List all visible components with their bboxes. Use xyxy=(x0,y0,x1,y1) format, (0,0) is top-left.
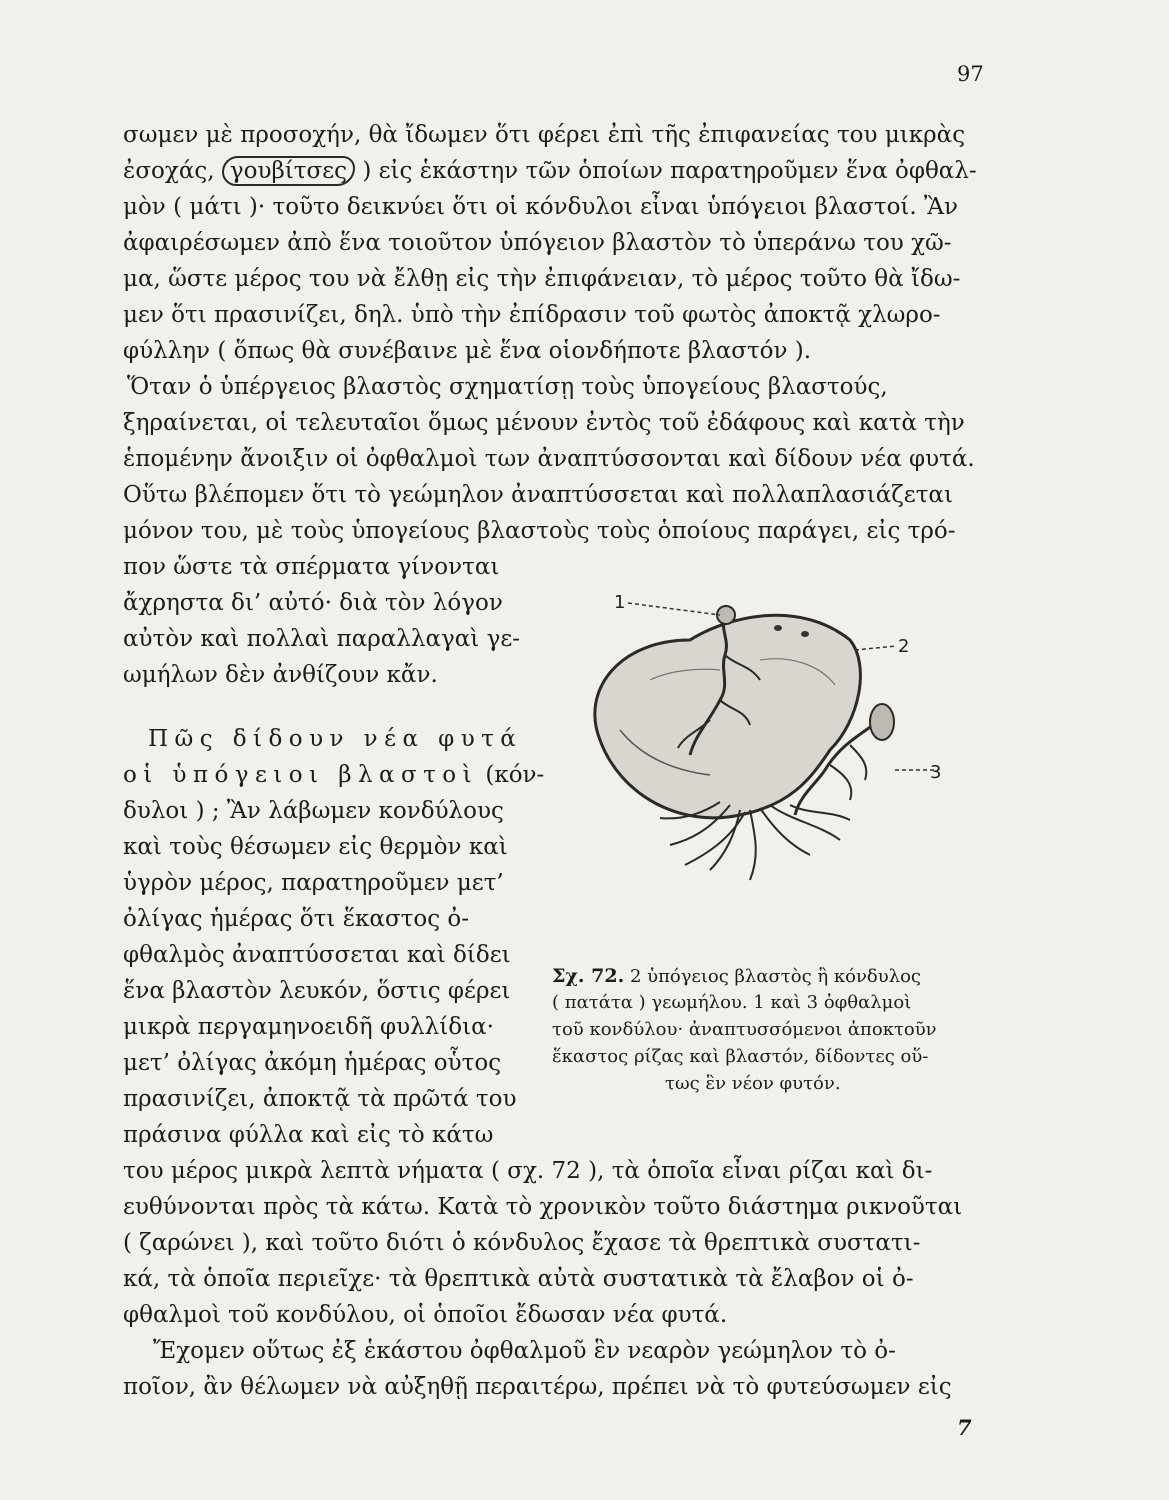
text-line: μὸν ( μάτι )· τοῦτο δεικνύει ὅτι οἱ κόνδυλοι εἶναι ὑπόγειοι βλαστοί. Ἂν xyxy=(123,194,959,220)
text-line: ὀλίγας ἡμέρας ὅτι ἕκαστος ὀ- xyxy=(123,906,470,932)
potato-tuber-illustration xyxy=(560,570,950,900)
figure-label-3: 3 xyxy=(930,762,942,783)
text-line: Οὕτω βλέπομεν ὅτι τὸ γεώμηλον ἀναπτύσσεται καὶ πολλαπλασιάζεται xyxy=(123,482,953,508)
text-line: του μέρος μικρὰ λεπτὰ νήματα ( σχ. 72 ), τὰ ὁποῖα εἶναι ρίζαι καὶ δι- xyxy=(123,1158,933,1184)
page-number: 97 xyxy=(957,62,984,86)
figure-caption-line: τως ἓν νέον φυτόν. xyxy=(665,1073,841,1094)
text-fragment: ἐσοχάς, xyxy=(123,158,215,184)
text-line: φθαλμὸς ἀναπτύσσεται καὶ δίδει xyxy=(123,942,511,968)
circled-word: γουβίτσες xyxy=(222,156,355,186)
signature-mark: 7 xyxy=(957,1415,972,1440)
text-line: μόνον του, μὲ τοὺς ὑπογείους βλαστοὺς τοὺς ὁποίους παράγει, εἰς τρό- xyxy=(123,518,956,544)
text-line: σωμεν μὲ προσοχήν, θὰ ἴδωμεν ὅτι φέρει ἐπὶ τῆς ἐπιφανείας του μικρὰς xyxy=(123,122,966,148)
text-line: κά, τὰ ὁποῖα περιεῖχε· τὰ θρεπτικὰ αὐτὰ συστατικὰ τὰ ἔλαβον οἱ ὀ- xyxy=(123,1266,914,1292)
text-line: μεν ὅτι πρασινίζει, δηλ. ὑπὸ τὴν ἐπίδρασιν τοῦ φωτὸς ἀποκτᾷ χλωρο- xyxy=(123,302,941,328)
text-line: πον ὥστε τὰ σπέρματα γίνονται xyxy=(123,554,500,580)
text-line: ωμήλων δὲν ἀνθίζουν κἄν. xyxy=(123,662,438,688)
figure-label-1: 1 xyxy=(614,592,626,613)
figure-number: Σχ. 72. xyxy=(552,965,625,987)
figure-caption-line: ( πατάτα ) γεωμήλου. 1 καὶ 3 ὀφθαλμοὶ xyxy=(552,992,912,1013)
text-line: φθαλμοὶ τοῦ κονδύλου, οἱ ὁποῖοι ἔδωσαν νέα φυτά. xyxy=(123,1302,728,1328)
figure-caption-line xyxy=(552,967,921,986)
text-line: καὶ τοὺς θέσωμεν εἰς θερμὸν καὶ xyxy=(123,834,508,860)
text-line: αὐτὸν καὶ πολλαὶ παραλλαγαὶ γε- xyxy=(123,626,521,652)
text-line: ἀφαιρέσωμεν ἀπὸ ἕνα τοιοῦτον ὑπόγειον βλαστὸν τὸ ὑπεράνω του χῶ- xyxy=(123,230,952,256)
section-heading-cont: οἱ ὑπόγειοι βλαστοὶ xyxy=(123,762,479,788)
text-line: ( ζαρώνει ), καὶ τοῦτο διότι ὁ κόνδυλος ἔχασε τὰ θρεπτικὰ συστατι- xyxy=(123,1230,921,1256)
text-line: ὑγρὸν μέρος, παρατηροῦμεν μετ’ xyxy=(123,870,504,896)
text-line: φύλλην ( ὅπως θὰ συνέβαινε μὲ ἕνα οἱονδήποτε βλαστόν ). xyxy=(123,338,812,364)
caption-text: 2 ὑπόγειος βλαστὸς ἢ κόνδυλος xyxy=(629,966,922,987)
figure-caption-line: τοῦ κονδύλου· ἀναπτυσσόμενοι ἀποκτοῦν xyxy=(552,1019,937,1040)
figure-caption-line: ἕκαστος ρίζας καὶ βλαστόν, δίδοντες οὕ- xyxy=(552,1046,929,1067)
text-line: Ἔχομεν οὕτως ἐξ ἑκάστου ὀφθαλμοῦ ἓν νεαρὸν γεώμηλον τὸ ὀ- xyxy=(153,1338,896,1364)
text-fragment: ) εἰς ἑκάστην τῶν ὁποίων παρατηροῦμεν ἕνα ὀφθαλ- xyxy=(362,158,977,184)
text-line: ποῖον, ἂν θέλωμεν νὰ αὐξηθῇ περαιτέρω, πρέπει νὰ τὸ φυτεύσωμεν εἰς xyxy=(123,1374,952,1400)
section-heading: Πῶς δίδουν νέα φυτά xyxy=(148,726,523,752)
figure-label-2: 2 xyxy=(898,636,910,657)
text-line: δυλοι ) ; Ἂν λάβωμεν κονδύλους xyxy=(123,798,504,824)
text-line: ξηραίνεται, οἱ τελευταῖοι ὅμως μένουν ἐντὸς τοῦ ἐδάφους καὶ κατὰ τὴν xyxy=(123,410,965,436)
text-line: ἄχρηστα δι’ αὐτό· διὰ τὸν λόγον xyxy=(123,590,503,616)
text-fragment: (κόν- xyxy=(485,762,545,788)
text-line: πρασινίζει, ἀποκτᾷ τὰ πρῶτά του xyxy=(123,1086,517,1112)
text-line: Ὅταν ὁ ὑπέργειος βλαστὸς σχηματίσῃ τοὺς ὑπογείους βλαστούς, xyxy=(127,374,888,400)
text-line-circled xyxy=(123,160,977,183)
heading-line xyxy=(123,764,544,787)
text-line: ἑπομένην ἄνοιξιν οἱ ὀφθαλμοὶ των ἀναπτύσσονται καὶ δίδουν νέα φυτά. xyxy=(123,446,975,472)
text-line: μικρὰ περγαμηνοειδῆ φυλλίδια· xyxy=(123,1014,494,1040)
text-line: ευθύνονται πρὸς τὰ κάτω. Κατὰ τὸ χρονικὸν τοῦτο διάστημα ρικνοῦται xyxy=(123,1194,963,1220)
text-line: πράσινα φύλλα καὶ εἰς τὸ κάτω xyxy=(123,1122,494,1148)
text-line: μετ’ ὀλίγας ἀκόμη ἡμέρας οὗτος xyxy=(123,1050,502,1076)
text-line: ἕνα βλαστὸν λευκόν, ὅστις φέρει xyxy=(123,978,511,1004)
text-line: μα, ὥστε μέρος του νὰ ἔλθῃ εἰς τὴν ἐπιφάνειαν, τὸ μέρος τοῦτο θὰ ἴδω- xyxy=(123,266,961,292)
